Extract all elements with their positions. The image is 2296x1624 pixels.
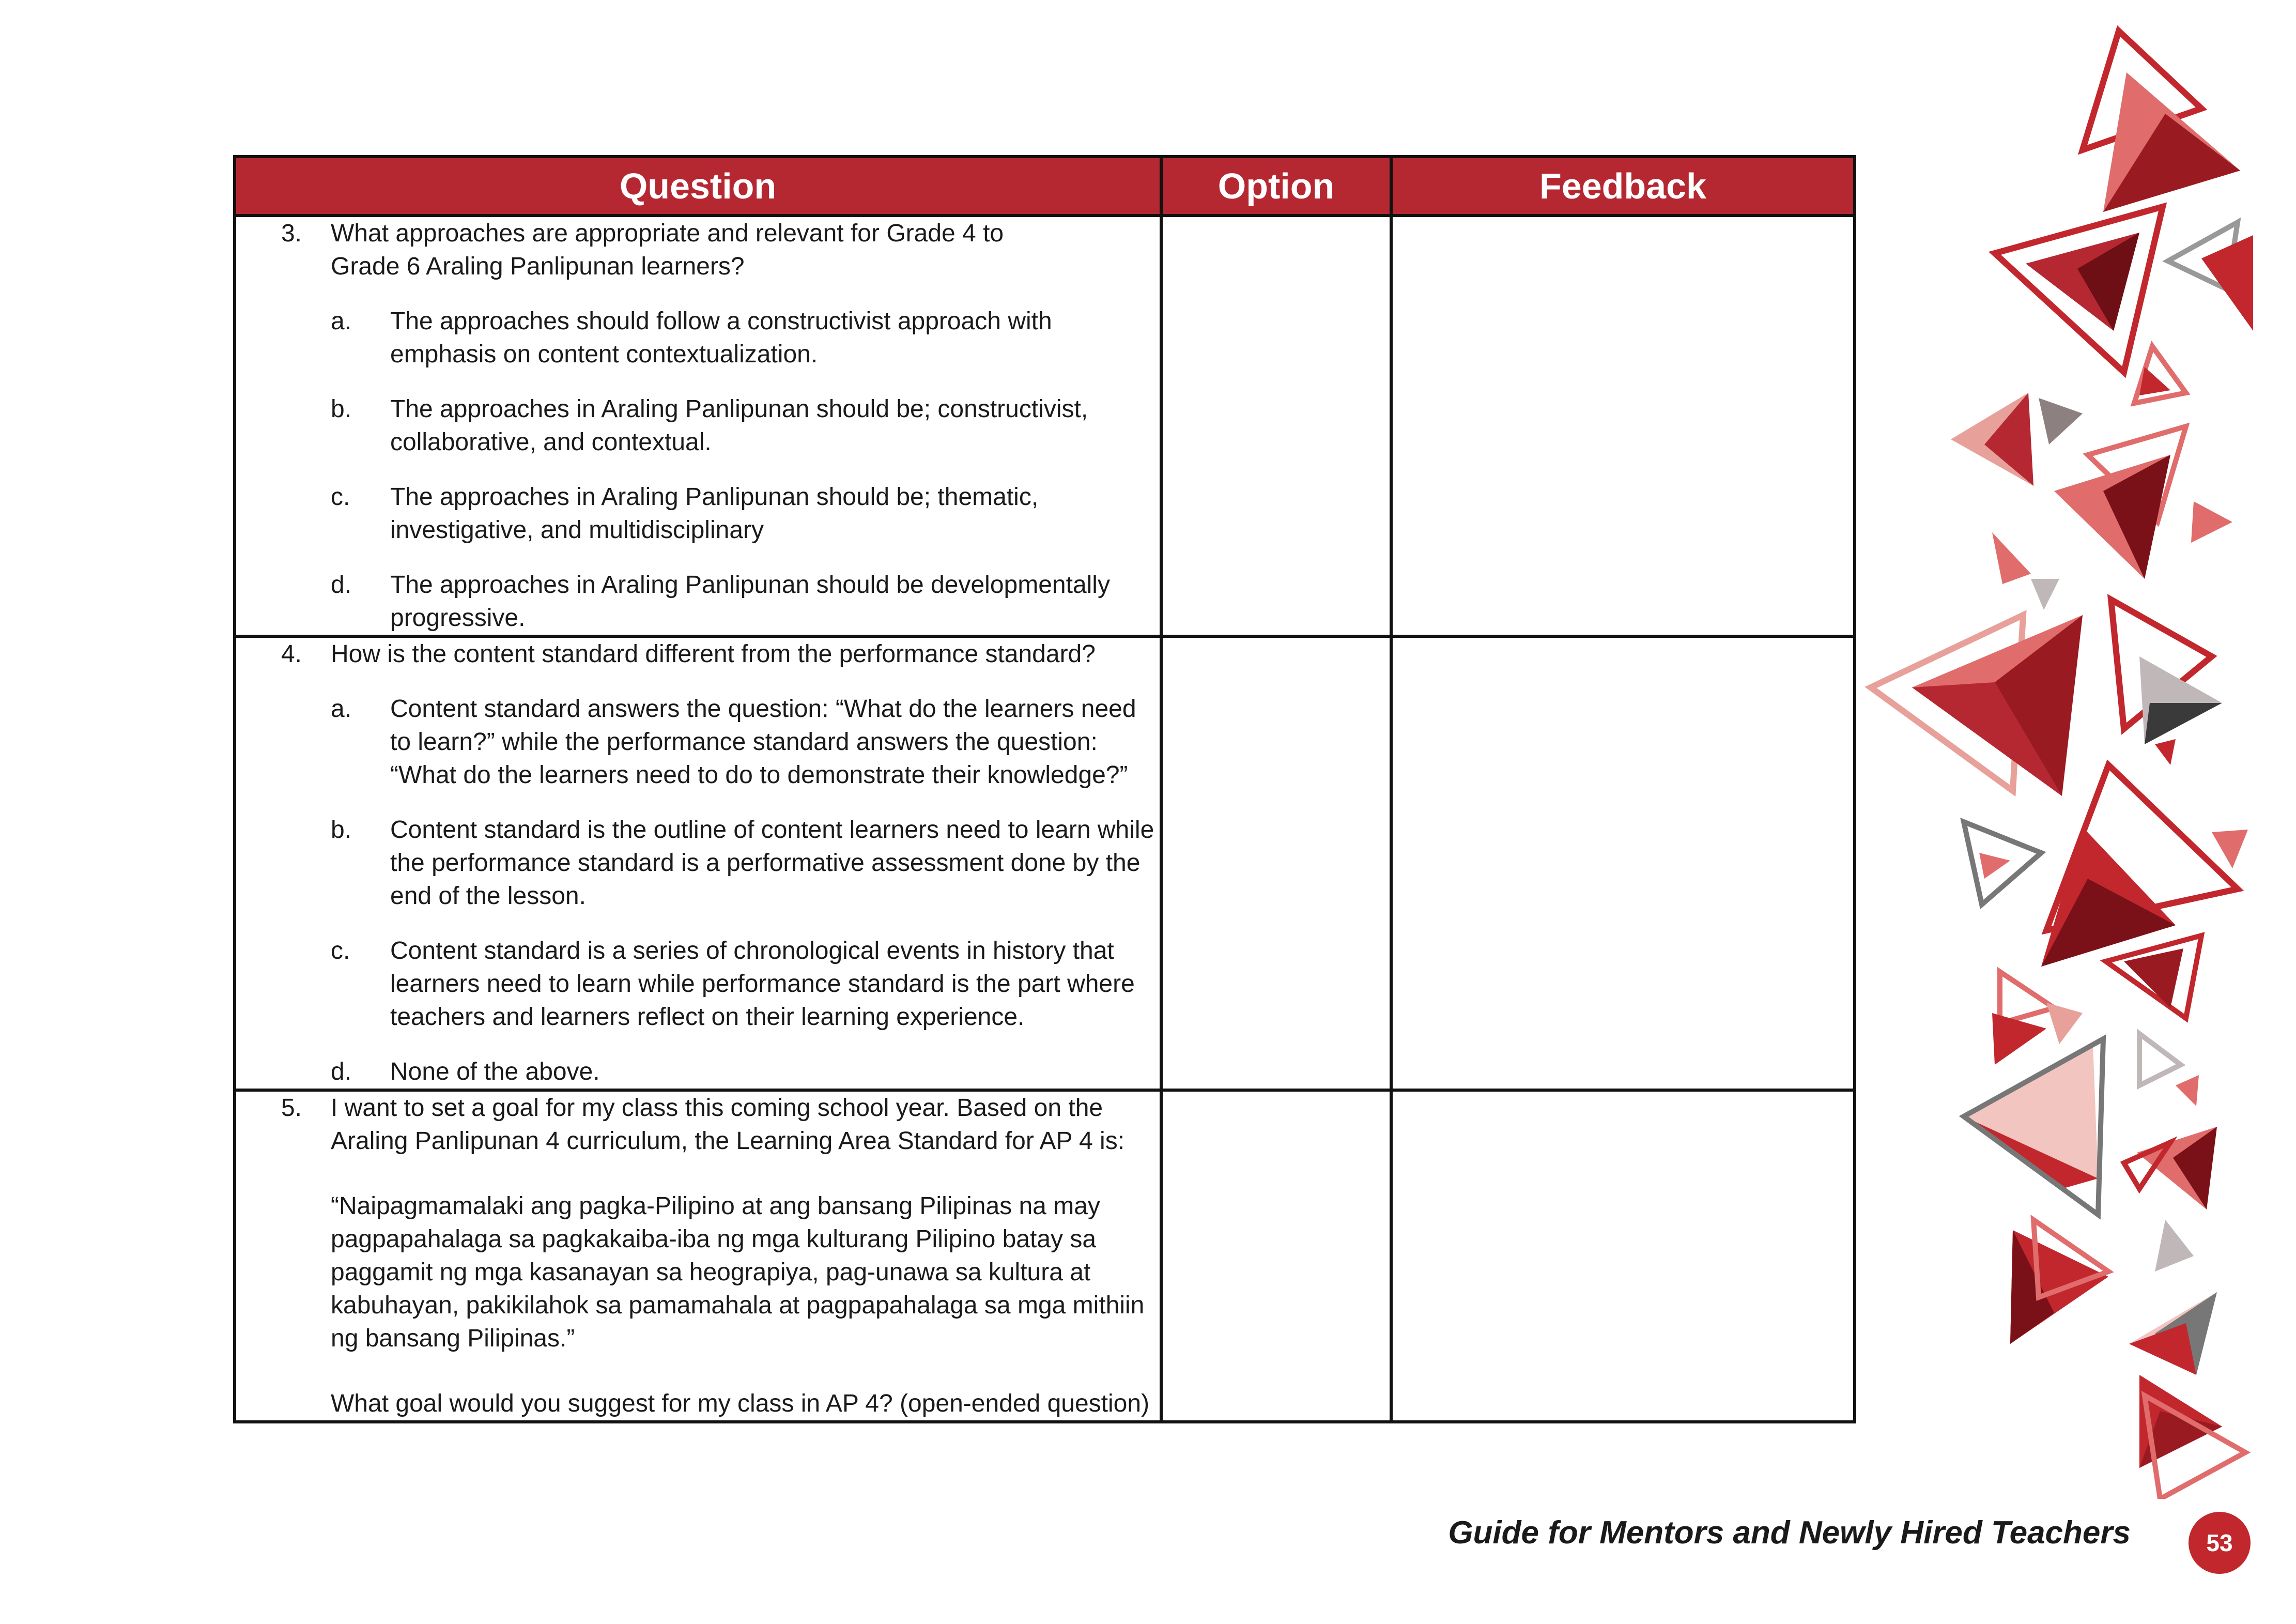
- feedback-cell[interactable]: [1391, 636, 1855, 1090]
- question-text: How is the content standard different from the performance standard?: [331, 640, 1096, 668]
- question-number: 5.: [281, 1094, 302, 1122]
- option-letter: a.: [331, 695, 352, 723]
- question-text: What approaches are appropriate and relevant for Grade 4 to Grade 6 Araling Panlipunan learners?: [331, 220, 1004, 280]
- option-item: [331, 934, 1160, 1034]
- option-item: [331, 569, 1160, 635]
- option-text: None of the above.: [390, 1058, 600, 1085]
- option-text: The approaches in Araling Panlipunan should be developmentally progressive.: [390, 571, 1110, 632]
- option-item: [331, 693, 1160, 792]
- option-letter: d.: [331, 1058, 352, 1085]
- question-table: [233, 155, 1856, 1423]
- question-number: 4.: [281, 640, 302, 668]
- question-cell: [235, 1090, 1161, 1422]
- option-letter: c.: [331, 937, 350, 964]
- header-option: Option: [1161, 157, 1391, 216]
- option-cell[interactable]: [1161, 216, 1391, 636]
- option-text: The approaches in Araling Panlipunan should be; constructivist, collaborative, and contextual.: [390, 395, 1088, 456]
- option-letter: d.: [331, 571, 352, 599]
- followup-question: What goal would you suggest for my class in AP 4? (open-ended question): [331, 1390, 1150, 1417]
- option-item: [331, 393, 1160, 459]
- option-letter: b.: [331, 816, 352, 844]
- option-cell[interactable]: [1161, 636, 1391, 1090]
- option-text: The approaches should follow a constructivist approach with emphasis on content contextualization.: [390, 308, 1052, 368]
- option-text: Content standard is the outline of content learners need to learn while the performance standard is a performative assessment done by the end of the lesson.: [390, 816, 1154, 910]
- option-text: Content standard answers the question: “What do the learners need to learn?” while the performance standard answers the question: “What do the learners need to do to demonstrate their knowledge?”: [390, 695, 1136, 789]
- question-cell: [235, 216, 1161, 636]
- header-question: Question: [235, 157, 1161, 216]
- option-cell[interactable]: [1161, 1090, 1391, 1422]
- question-cell: [235, 636, 1161, 1090]
- option-item: [331, 305, 1160, 371]
- table-row: [235, 636, 1855, 1090]
- question-text: I want to set a goal for my class this coming school year. Based on the Araling Panlipunan 4 curriculum, the Learning Area Standard for AP 4 is:: [331, 1094, 1125, 1155]
- question-number: 3.: [281, 220, 302, 247]
- option-letter: b.: [331, 395, 352, 423]
- option-letter: a.: [331, 308, 352, 335]
- option-text: The approaches in Araling Panlipunan should be; thematic, investigative, and multidisciplinary: [390, 483, 1039, 544]
- option-item: [331, 481, 1160, 547]
- feedback-cell[interactable]: [1391, 216, 1855, 636]
- table-header-row: [235, 157, 1855, 216]
- learning-area-standard-quote: “Naipagmamalaki ang pagka-Pilipino at ang bansang Pilipinas na may pagpapahalaga sa pagkakaiba-iba ng mga kulturang Pilipino batay sa paggamit ng mga kasanayan sa heograpiya, pag-unawa sa kultura at kabuhayan, pakikilahok sa pamamahala at pagpapahalaga sa mga mithiin ng bansang Pilipinas.”: [331, 1192, 1145, 1352]
- option-text: Content standard is a series of chronological events in history that learners need to learn while performance standard is the part where teachers and learners reflect on their learning experience.: [390, 937, 1135, 1031]
- table-row: [235, 216, 1855, 636]
- header-feedback: Feedback: [1391, 157, 1855, 216]
- feedback-cell[interactable]: [1391, 1090, 1855, 1422]
- footer-title: Guide for Mentors and Newly Hired Teachers: [1448, 1515, 2131, 1551]
- option-letter: c.: [331, 483, 350, 511]
- option-item: [331, 814, 1160, 913]
- decorative-triangles: [1850, 0, 2296, 1499]
- page-number-badge: 53: [2189, 1512, 2251, 1574]
- table-row: [235, 1090, 1855, 1422]
- option-item: [331, 1055, 1160, 1089]
